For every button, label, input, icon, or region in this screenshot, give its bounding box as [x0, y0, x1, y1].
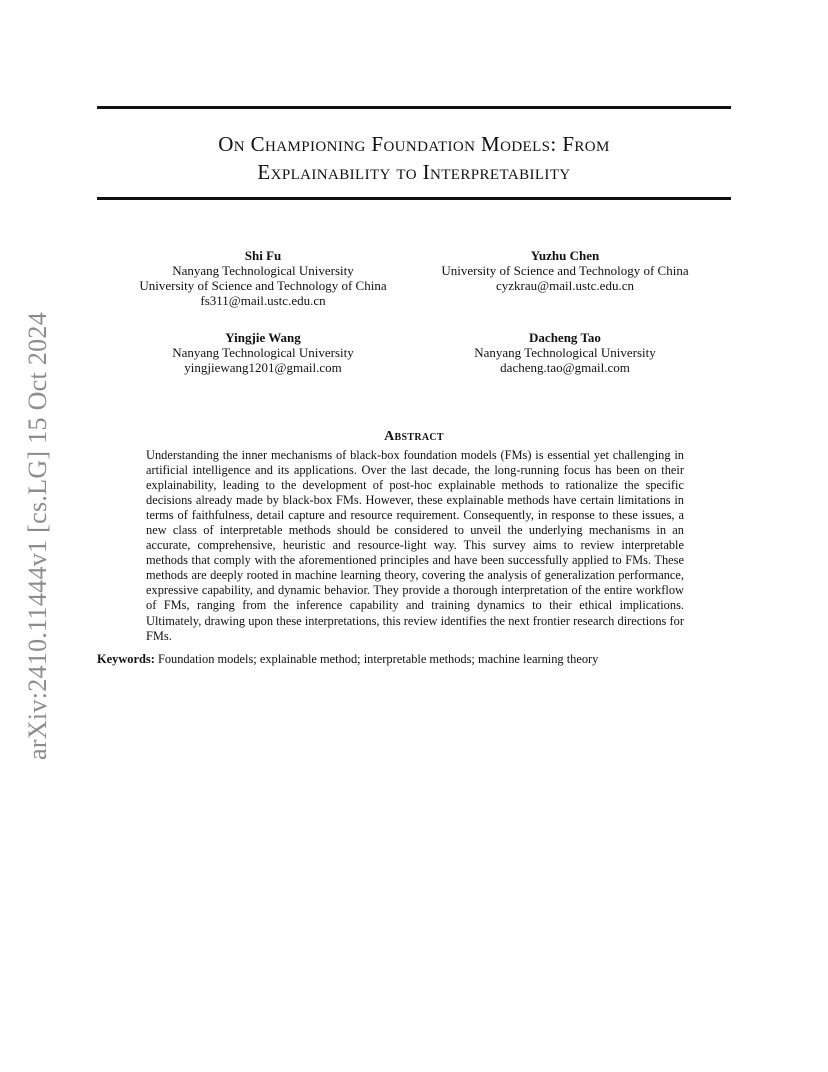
paper-title-line-2: Explainability to Interpretability	[257, 160, 571, 184]
author-affiliation: Nanyang Technological University	[474, 345, 656, 360]
author-affiliation: University of Science and Technology of China	[441, 263, 689, 278]
author-affiliation: Nanyang Technological University	[172, 345, 354, 360]
author-name: Shi Fu	[244, 248, 282, 263]
keywords-line	[97, 652, 737, 667]
author-affiliation: Nanyang Technological University	[172, 263, 354, 278]
author-block-yingjie-wang	[98, 330, 428, 375]
title-bottom-rule	[97, 197, 731, 200]
abstract-heading: Abstract	[384, 429, 444, 444]
author-affiliation: University of Science and Technology of China	[139, 278, 387, 293]
author-name: Yuzhu Chen	[530, 248, 600, 263]
author-name: Dacheng Tao	[529, 330, 601, 345]
paper-title-line-1: On Championing Foundation Models: From	[218, 132, 610, 156]
author-email: cyzkrau@mail.ustc.edu.cn	[496, 278, 634, 293]
keywords-text: Foundation models; explainable method; interpretable methods; machine learning theory	[157, 652, 599, 666]
author-block-yuzhu-chen	[400, 248, 730, 293]
author-block-shi-fu	[98, 248, 428, 308]
author-email: yingjiewang1201@gmail.com	[184, 360, 342, 375]
author-email: dacheng.tao@gmail.com	[500, 360, 630, 375]
author-block-dacheng-tao	[400, 330, 730, 375]
author-email: fs311@mail.ustc.edu.cn	[200, 293, 326, 308]
title-top-rule	[97, 106, 731, 109]
author-name: Yingjie Wang	[225, 330, 301, 345]
arxiv-identifier: arXiv:2410.11444v1 [cs.LG] 15 Oct 2024	[23, 311, 52, 760]
paper-title	[97, 130, 731, 186]
keywords-label: Keywords:	[97, 652, 155, 666]
abstract-text: Understanding the inner mechanisms of black-box foundation models (FMs) is essential yet challenging in artificial intelligence and its applications. Over the last decade, the long-running focus has been on their explainability, leading to the development of post-hoc explainable methods to rationalize the specific decisions already made by black-box FMs. However, these explainable methods have certain limitations in terms of faithfulness, detail capture and resource requirement. Consequently, in response to these issues, a new class of interpretable methods should be considered to unveil the underlying mechanisms in an accurate, comprehensive, heuristic and resource-light way. This survey aims to review interpretable methods that comply with the aforementioned principles and have been successfully applied to FMs. These methods are deeply rooted in machine learning theory, covering the analysis of generalization performance, expressive capability, and dynamic behavior. They provide a thorough interpretation of the entire workflow of FMs, ranging from the inference capability and training dynamics to their ethical implications. Ultimately, drawing upon these interpretations, this review identifies the next frontier research directions for FMs.	[146, 448, 684, 643]
